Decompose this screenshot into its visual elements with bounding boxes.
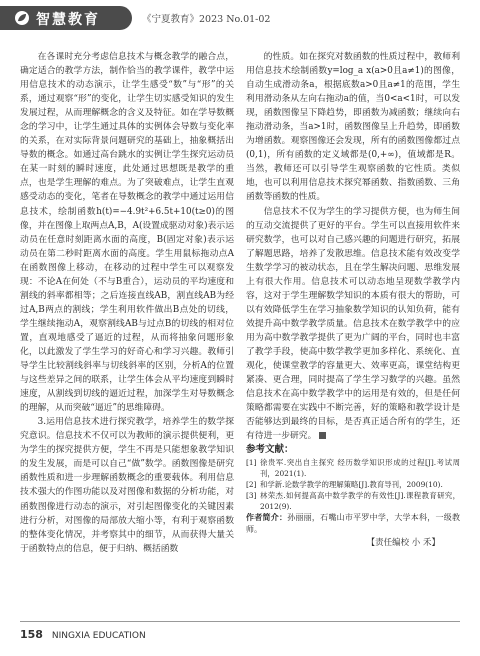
section-badge <box>0 6 132 30</box>
author-bio <box>246 512 460 536</box>
page-header <box>0 0 480 38</box>
reference-item <box>246 479 460 490</box>
left-column <box>20 50 234 556</box>
paragraph: 在各课时充分考虑信息技术与概念教学的融合点，确定适合的教学方法，制作恰当的教学课件，教学中运用信息技术的动态演示，让学生感受“数”与“形”的关系，通过观察“形”的变化，让学生切实感受知识的发生发展过程，从而理解概念的含义及特征。如在学导数概念的学习中，让学生通过具体的实例体会导数与变化率的关系，在对实际背景问题研究的基础上，抽象概括出导数的概念。如通过高台跳水的实例让学生探究运动员在某一时刻的瞬时速度，此处通过思想既是教学的重点，也是学生理解的难点。为了突破难点，让学生直观感受动态的变化，笔者在导数概念的教学中通过运用信息技术，绘制函数h(t)=−4.9t²+6.5t+10(t≥0)的图像，并在图像上取两点A,B，A(设置成驱动对象)表示运动员在任意时刻距离水面的高度，B(固定对象)表示运动员在第二秒时距离水面的高度。学生用鼠标拖动点A在函数图像上移动，在移动的过程中学生可以观察发现：不论A在何处（不与B重合），运动员的平均速度和割线的斜率都相等；之后连接直线AB，割直线AB为经过A,B两点的割线；学生利用软件做出B点处的切线，学生继续拖动A，观察割线AB与过点B的切线的相对位置，直观地感受了逼近的过程，从而将抽象问题形象化，以此激发了学生学习的好奇心和学习兴趣。教师引导学生比较割线斜率与切线斜率的区别，分析A的位置与这些差异之间的联系，让学生体会从平均速度到瞬时速度，从割线到切线的逼近过程，加深学生对导数概念的理解，从而突破“逼近”的思维障碍。 <box>20 52 234 414</box>
leaf-logo-icon <box>14 10 30 26</box>
paragraph: 的性质。如在探究对数函数的性质过程中，教师利用信息技术绘制函数y=log_a x(a>0且a≠1)的图像，自动生成滑动条a，根据底数a>0且a≠1的范围，学生利用滑动条从左向右拖动a的值，当0<a<1时，可以发现，函数图像呈下降趋势，即函数为减函数；继续向右拖动滑动条，当a>1时，函数图像呈上升趋势，即函数为增函数。观察图像还会发现，所有的函数图像都过点(0,1)，所有函数的定义域都是(0,+∞)，值域都是R。当然，教师还可以引导学生观察函数的它性质。类似地，也可以利用信息技术探究幂函数、指数函数、三角函数等函数的性质。 <box>246 52 460 203</box>
author-text: 孙丽丽，石嘴山市平罗中学，大学本科，一级教师。 <box>246 513 461 535</box>
reference-text: 徐贵军.突出自主探究 经历数学知识形成的过程[J].考试周刊，2021(1). <box>260 458 460 479</box>
editor-credit: 【责任编校 小 禾】 <box>366 538 440 549</box>
reference-item <box>246 457 460 479</box>
end-mark-icon <box>319 432 326 439</box>
reference-number: [3] <box>246 491 257 501</box>
author-label: 作者简介： <box>246 513 288 523</box>
paragraph-text: 信息技术不仅为学生的学习提供方便，也为师生间的互动交流提供了更好的平台。学生可以直接用软件来研究数学，也可以对自己感兴趣的问题进行研究，拓展了解题思路，培养了发散思维。信息技术能有效改变学生数学学习的被动状态，且在学生解决问题、思维发展上有很大作用。信息技术可以动态地呈现数学教学内容，这对于学生理解数学知识的本质有很大的帮助，可以有效降低学生在学习抽象数学知识的认知负荷，能有效提升高中数学教学质量。信息技术在数学教学中的应用为高中数学教学提供了更为广阔的平台，同时也丰富了教学手段，使高中数学教学更加多样化、系统化、直观化，使课堂教学的容量更大、效率更高，课堂结构更紧凑、更合理，同时提高了学生学习数学的兴趣。虽然信息技术在高中数学教学中的运用是有效的，但是任何策略都需要在实践中不断完善，好的策略和教学设计是否能够达到最终的目标，是否真正适合所有的学生，还有待进一步研究。 <box>246 206 460 442</box>
reference-text: 和学新.论数学教学的理解策略[J].教育导刊，2009(10). <box>260 480 443 490</box>
references-title: 参考文献： <box>246 444 294 456</box>
paragraph <box>246 205 460 444</box>
paragraph: 3.运用信息技术进行探究教学，培养学生的数学探究意识。信息技术不仅可以为教师的演示提供便利，更为学生的探究提供方便，学生不再是只能想象教学知识的发生发展，而是可以自己“做”数学。函数图像是研究函数性质和进一步理解函数概念的重要载体。利用信息技术强大的作图功能以及对图像和数据的分析功能，对函数图像进行动态的演示，对引起图像变化的关键因素进行分析，对图像的局部放大缩小等，有利于观察函数的整体变化情况，并考察其中的细节，从而获得大量关于函数特点的信息，便于归纳、概括函数 <box>20 417 234 554</box>
right-column <box>246 50 460 550</box>
reference-number: [2] <box>246 480 257 490</box>
page-number: 158 <box>20 628 43 641</box>
journal-issue: 《宁夏教育》2023 No.01-02 <box>142 14 271 25</box>
footer-divider <box>20 621 460 622</box>
section-title: 智慧教育 <box>36 12 100 28</box>
page-footer <box>20 628 146 641</box>
journal-name: NINGXIA EDUCATION <box>51 631 146 641</box>
reference-item <box>246 490 460 512</box>
reference-number: [1] <box>246 458 257 468</box>
reference-text: 林荣杰.如何提高高中数学教学的有效性[J].课程教育研究，2012(9). <box>260 491 460 512</box>
